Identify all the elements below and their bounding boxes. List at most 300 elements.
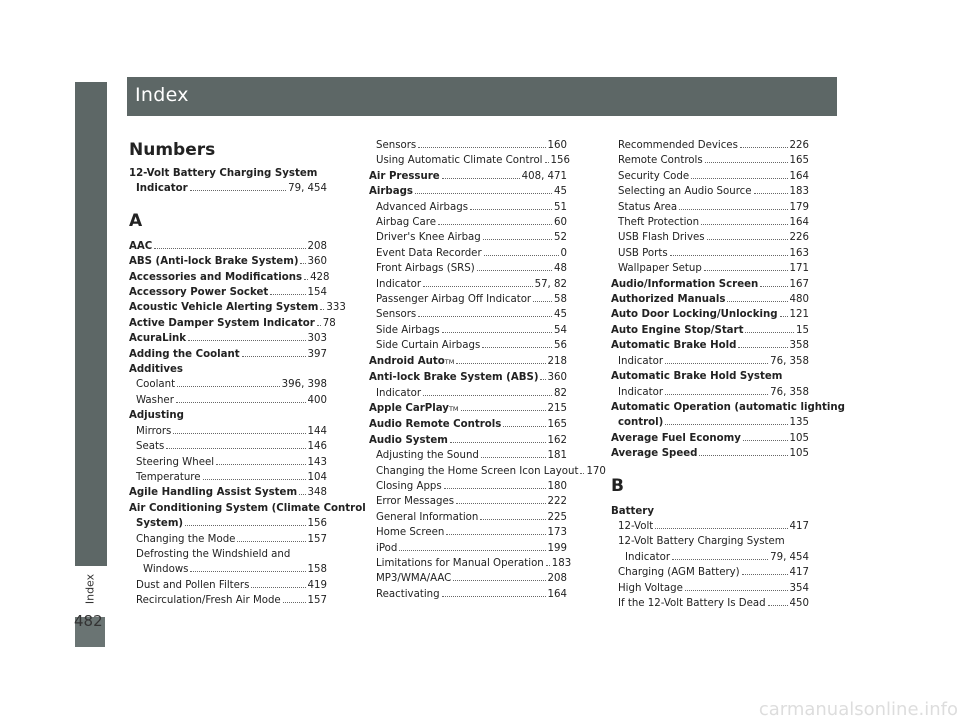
index-entry[interactable]	[369, 354, 567, 370]
leader-dots	[540, 371, 545, 380]
leader-dots	[188, 333, 305, 342]
entry-list	[611, 565, 809, 611]
index-entry[interactable]	[369, 417, 567, 432]
index-entry-label: iPod	[376, 542, 398, 554]
index-entry[interactable]	[611, 277, 809, 292]
index-entry-pages: 360	[547, 372, 567, 384]
leader-dots	[461, 402, 546, 411]
entry-list	[611, 431, 809, 462]
index-entry[interactable]	[129, 181, 327, 196]
index-entry[interactable]	[369, 433, 567, 448]
index-entry-label: Average Fuel Economy	[611, 432, 741, 444]
index-entry[interactable]	[129, 578, 327, 593]
index-entry-label: Airbags	[369, 186, 413, 198]
trademark-superscript: TM	[448, 404, 459, 413]
index-entry-pages: 183	[551, 557, 572, 569]
index-entry-label: Sensors	[376, 309, 417, 321]
index-entry[interactable]	[129, 393, 327, 408]
index-entry-pages: 82	[554, 387, 567, 399]
side-tab-label-box	[75, 564, 105, 614]
index-entry-label: Side Curtain Airbags	[376, 340, 481, 352]
index-entry[interactable]	[611, 169, 809, 184]
leader-dots	[418, 309, 552, 318]
index-entry-label: Average Speed	[611, 448, 698, 460]
index-entry-label: Seats	[136, 441, 165, 453]
leader-dots	[742, 567, 788, 576]
index-entry-pages: 105	[789, 432, 809, 444]
index-entry-pages: 208	[307, 240, 327, 252]
index-entry-label: Changing the Mode	[136, 533, 236, 545]
index-entry-label: Home Screen	[376, 527, 445, 539]
trademark-superscript: TM	[444, 357, 455, 366]
index-entry-label: Automatic Operation (automatic lighting	[611, 401, 845, 413]
index-entry[interactable]	[369, 200, 567, 215]
index-entry-label: Android Auto	[369, 355, 445, 367]
index-entry[interactable]	[369, 541, 567, 556]
index-entry[interactable]	[129, 485, 327, 500]
leader-dots	[438, 216, 552, 225]
leader-dots	[546, 557, 550, 566]
index-entry-pages: 199	[547, 542, 567, 554]
index-entry-label: Recommended Devices	[618, 140, 738, 151]
index-entry-label: Changing the Home Screen Icon Layout	[376, 465, 579, 477]
entry-list	[611, 138, 809, 400]
leader-dots	[760, 278, 787, 287]
leader-dots	[665, 386, 768, 395]
index-entry[interactable]	[611, 565, 809, 580]
index-entry-pages: 135	[789, 417, 809, 429]
index-entry[interactable]	[369, 261, 567, 276]
index-entry[interactable]	[129, 424, 327, 439]
index-entry-label: Acoustic Vehicle Alerting System	[129, 302, 319, 314]
index-entry-pages: 450	[789, 597, 809, 609]
index-entry[interactable]	[611, 138, 809, 153]
index-entry-label: Limitations for Manual Operation	[376, 557, 544, 569]
leader-dots	[270, 286, 305, 295]
index-entry[interactable]	[369, 230, 567, 245]
index-entry-pages: 158	[307, 564, 327, 576]
index-entry[interactable]	[369, 587, 567, 602]
index-entry[interactable]	[129, 300, 346, 315]
index-entry[interactable]	[129, 532, 327, 547]
leader-dots	[251, 579, 305, 588]
index-entry[interactable]	[611, 369, 809, 384]
leader-dots	[442, 170, 520, 179]
index-entry-label: Additives	[129, 364, 183, 376]
index-entry-pages: 163	[789, 247, 809, 259]
section-heading-a: A	[129, 210, 143, 231]
index-entry-label: Charging (AGM Battery)	[618, 567, 740, 579]
index-entry-label: Auto Engine Stop/Start	[611, 324, 744, 336]
index-entry-pages: 157	[307, 533, 327, 545]
index-entry-label: Coolant	[136, 379, 176, 391]
index-entry-label: Closing Apps	[376, 480, 442, 492]
index-entry-pages: 208	[547, 573, 567, 585]
index-entry-label: If the 12-Volt Battery Is Dead	[618, 597, 766, 609]
index-entry-pages: 215	[547, 402, 567, 414]
index-column-1	[129, 138, 366, 609]
index-entry-pages: 358	[789, 340, 809, 352]
index-entry-label: Agile Handling Assist System	[129, 487, 298, 499]
index-entry[interactable]	[611, 323, 809, 338]
index-entry[interactable]	[129, 593, 327, 608]
leader-dots	[483, 232, 552, 241]
index-entry[interactable]	[129, 347, 327, 362]
index-entry-label: Selecting an Audio Source	[618, 186, 752, 198]
entry-list	[129, 532, 327, 547]
leader-dots	[704, 263, 788, 272]
index-entry[interactable]	[369, 323, 567, 338]
index-entry[interactable]	[611, 519, 809, 534]
index-entry-pages: 45	[554, 186, 567, 198]
index-column-3	[611, 138, 845, 611]
leader-dots	[450, 434, 546, 443]
index-entry[interactable]	[369, 571, 567, 586]
index-entry-label: Defrosting the Windshield and	[136, 548, 291, 560]
index-entry[interactable]	[369, 307, 567, 322]
index-entry-label: Battery	[611, 505, 654, 517]
index-entry-pages: 104	[307, 471, 327, 483]
index-entry[interactable]	[611, 354, 809, 369]
index-entry-label: Indicator	[376, 278, 422, 290]
leader-dots	[482, 340, 552, 349]
index-entry[interactable]	[129, 239, 327, 254]
index-entry-label: 12-Volt Battery Charging System	[618, 536, 785, 548]
index-column-2	[369, 138, 606, 602]
index-entry-pages: 143	[307, 456, 327, 468]
index-entry-pages: 428	[310, 271, 330, 283]
index-entry-label: Audio System	[369, 434, 448, 446]
index-entry-label: Indicator	[618, 355, 664, 367]
index-entry[interactable]	[611, 184, 809, 199]
leader-dots	[185, 517, 305, 526]
index-entry-pages: 419	[307, 579, 327, 591]
watermark: carmanualsonline.info	[758, 699, 958, 720]
leader-dots	[237, 533, 305, 542]
index-entry-pages: 218	[547, 355, 567, 367]
leader-dots	[545, 155, 549, 164]
leader-dots	[699, 447, 787, 456]
index-entry-pages: 45	[554, 309, 567, 321]
index-entry[interactable]	[611, 504, 809, 519]
leader-dots	[672, 551, 768, 560]
leader-dots	[655, 520, 787, 529]
leader-dots	[216, 456, 305, 465]
leader-dots	[176, 394, 306, 403]
page-number: 482	[74, 612, 103, 630]
index-entry[interactable]	[611, 246, 809, 261]
index-entry-pages: 78	[322, 317, 336, 329]
index-entry[interactable]	[611, 415, 809, 430]
leader-dots	[423, 278, 533, 287]
index-entry[interactable]	[369, 277, 567, 292]
index-entry-pages: 354	[789, 582, 809, 594]
leader-dots	[415, 186, 552, 195]
leader-dots	[299, 487, 305, 496]
leader-dots	[707, 232, 788, 241]
index-entry-pages: 156	[550, 155, 570, 167]
index-entry[interactable]	[611, 215, 809, 230]
index-entry[interactable]	[129, 331, 327, 346]
index-entry[interactable]	[129, 362, 327, 377]
index-entry-pages: 156	[307, 518, 327, 530]
entry-list	[129, 239, 346, 501]
index-entry-label: Using Automatic Climate Control	[376, 155, 543, 167]
index-entry-label: Windows	[143, 564, 189, 576]
index-entry[interactable]	[611, 292, 809, 307]
index-entry[interactable]	[611, 307, 809, 322]
index-entry-pages: 417	[789, 567, 809, 579]
index-entry-label: Audio Remote Controls	[369, 419, 502, 431]
index-entry[interactable]	[369, 448, 567, 463]
index-entry-label: Side Airbags	[376, 324, 440, 336]
index-entry-label: Theft Protection	[618, 217, 700, 229]
index-entry[interactable]	[129, 470, 327, 485]
leader-dots	[456, 496, 546, 505]
index-entry-pages: 183	[789, 186, 809, 198]
index-entry-label: Mirrors	[136, 425, 172, 437]
index-entry-pages: 76, 358	[770, 386, 809, 398]
leader-dots	[203, 471, 306, 480]
index-entry[interactable]	[611, 534, 809, 549]
index-entry-pages: 164	[789, 217, 809, 229]
index-entry-label: Indicator	[618, 386, 664, 398]
index-entry[interactable]	[129, 270, 330, 285]
index-entry-pages: 51	[554, 201, 567, 213]
index-entry-label: Auto Door Locking/Unlocking	[611, 309, 778, 321]
index-entry-pages: 162	[547, 434, 567, 446]
index-entry-label: Sensors	[376, 140, 417, 151]
index-entry-label: Reactivating	[376, 588, 440, 600]
index-entry-label: Washer	[136, 394, 174, 406]
leader-dots	[304, 271, 308, 280]
index-entry-label: Event Data Recorder	[376, 247, 482, 259]
index-entry-pages: 397	[307, 348, 327, 360]
index-entry[interactable]	[369, 338, 567, 353]
index-entry-pages: 164	[789, 170, 809, 182]
leader-dots	[470, 201, 552, 210]
index-entry[interactable]	[369, 494, 567, 509]
index-entry-pages: 57, 82	[534, 278, 567, 290]
index-entry[interactable]	[129, 316, 336, 331]
section-heading-numbers: Numbers	[129, 140, 216, 160]
index-entry-pages: 171	[789, 263, 809, 275]
index-entry-label: General Information	[376, 511, 479, 523]
leader-dots	[177, 379, 280, 388]
index-entry-label: Air Pressure	[369, 170, 440, 182]
leader-dots	[768, 597, 788, 606]
index-entry[interactable]	[369, 246, 567, 261]
index-entry[interactable]	[611, 581, 809, 596]
index-entry-pages: 408, 471	[521, 170, 567, 182]
index-entry[interactable]	[369, 464, 606, 479]
index-entry-pages: 0	[560, 247, 567, 259]
index-entry-label: Anti-lock Brake System (ABS)	[369, 372, 539, 384]
index-entry-label: System)	[136, 518, 184, 530]
index-entry-pages: 79, 454	[770, 551, 809, 563]
index-entry-pages: 480	[789, 294, 809, 306]
index-entry[interactable]	[129, 455, 327, 470]
index-entry-pages: 179	[789, 201, 809, 213]
index-entry[interactable]	[369, 510, 567, 525]
index-entry-pages: 400	[307, 394, 327, 406]
index-entry[interactable]	[611, 338, 809, 353]
index-entry-pages: 165	[547, 419, 567, 431]
index-entry[interactable]	[369, 292, 567, 307]
index-entry-label: Indicator	[136, 183, 188, 195]
leader-dots	[727, 293, 787, 302]
index-entry-label: Adding the Coolant	[129, 348, 240, 360]
index-entry-pages: 164	[547, 588, 567, 600]
leader-dots	[283, 595, 306, 604]
index-entry-pages: 226	[789, 232, 809, 244]
index-entry[interactable]	[611, 446, 809, 461]
index-entry[interactable]	[369, 138, 567, 153]
index-entry-label: Advanced Airbags	[376, 201, 469, 213]
index-entry[interactable]	[369, 169, 567, 184]
index-entry-pages: 56	[554, 340, 567, 352]
index-entry[interactable]	[369, 370, 567, 385]
index-entry-label: Remote Controls	[618, 155, 703, 167]
index-entry-label: Adjusting the Sound	[376, 450, 479, 462]
index-entry-label: AcuraLink	[129, 333, 187, 345]
leader-dots	[743, 432, 788, 441]
index-entry-label: USB Ports	[618, 247, 668, 259]
leader-dots	[685, 582, 788, 591]
index-entry[interactable]	[129, 254, 327, 269]
leader-dots	[300, 256, 305, 265]
index-entry-label: Active Damper System Indicator	[129, 317, 315, 329]
leader-dots	[665, 355, 768, 364]
index-entry-label: USB Flash Drives	[618, 232, 705, 244]
leader-dots	[580, 465, 584, 474]
leader-dots	[701, 216, 787, 225]
index-entry[interactable]	[369, 386, 567, 401]
index-entry-pages: 58	[554, 294, 567, 306]
index-entry-pages: 181	[547, 450, 567, 462]
leader-dots	[679, 201, 787, 210]
index-entry[interactable]	[611, 153, 809, 168]
leader-dots	[481, 449, 546, 458]
side-index-tab	[75, 82, 107, 605]
leader-dots	[691, 170, 787, 179]
index-entry-pages: 165	[789, 155, 809, 167]
index-entry-label: Indicator	[625, 551, 671, 563]
index-entry-pages: 79, 454	[288, 183, 327, 195]
index-entry[interactable]	[611, 261, 809, 276]
index-entry[interactable]	[129, 408, 327, 423]
leader-dots	[320, 302, 324, 311]
index-entry-pages: 60	[554, 217, 567, 229]
index-entry[interactable]	[129, 516, 327, 531]
index-entry-pages: 146	[307, 441, 327, 453]
index-entry-pages: 76, 358	[770, 355, 809, 367]
index-entry-label: MP3/WMA/AAC	[376, 573, 452, 585]
leader-dots	[173, 425, 305, 434]
index-entry-pages: 154	[307, 287, 327, 299]
leader-dots	[423, 387, 552, 396]
index-entry[interactable]	[611, 550, 809, 565]
index-entry-label: Security Code	[618, 170, 690, 182]
index-entry[interactable]	[611, 200, 809, 215]
index-entry-label: Recirculation/Fresh Air Mode	[136, 595, 281, 607]
index-entry[interactable]	[369, 479, 567, 494]
leader-dots	[453, 573, 545, 582]
index-entry[interactable]	[369, 215, 567, 230]
index-entry-pages: 105	[789, 448, 809, 460]
index-entry[interactable]	[129, 562, 327, 577]
index-entry[interactable]	[611, 596, 809, 611]
leader-dots	[190, 183, 286, 192]
leader-dots	[754, 186, 788, 195]
leader-dots	[484, 247, 559, 256]
leader-dots	[740, 139, 788, 148]
index-entry-label: Airbag Care	[376, 217, 436, 229]
leader-dots	[477, 263, 552, 272]
index-entry-pages: 222	[547, 496, 567, 508]
index-entry-pages: 348	[307, 487, 327, 499]
index-entry[interactable]	[611, 385, 809, 400]
index-entry-label: AAC	[129, 240, 153, 252]
index-entry-pages: 170	[586, 465, 606, 477]
index-entry-pages: 360	[307, 256, 327, 268]
index-entry[interactable]	[611, 431, 809, 446]
index-entry-label: Apple CarPlay	[369, 402, 449, 414]
leader-dots	[154, 240, 305, 249]
index-entry[interactable]	[369, 153, 570, 168]
leader-dots	[503, 419, 545, 428]
leader-dots	[670, 247, 788, 256]
index-entry[interactable]	[369, 184, 567, 199]
leader-dots	[399, 542, 545, 551]
index-entry-pages: 160	[547, 140, 567, 151]
index-entry-label: Accessories and Modifications	[129, 271, 303, 283]
index-entry-pages: 225	[547, 511, 567, 523]
leader-dots	[738, 340, 787, 349]
leader-dots	[446, 527, 545, 536]
index-entry[interactable]	[129, 285, 327, 300]
leader-dots	[480, 511, 545, 520]
leader-dots	[456, 355, 545, 364]
leader-dots	[665, 417, 787, 426]
index-entry-label: control)	[618, 417, 664, 429]
index-entry-label: Front Airbags (SRS)	[376, 263, 475, 275]
leader-dots	[166, 440, 305, 449]
index-entry-pages: 333	[326, 302, 346, 314]
index-entry-label: 12-Volt Battery Charging System	[129, 168, 318, 179]
leader-dots	[242, 348, 306, 357]
leader-dots	[418, 139, 545, 148]
index-entry-label: Audio/Information Screen	[611, 278, 759, 290]
leader-dots	[442, 324, 552, 333]
index-entry-label: 12-Volt	[618, 520, 654, 532]
index-entry-label: Driver's Knee Airbag	[376, 232, 481, 244]
leader-dots	[317, 317, 321, 326]
leader-dots	[444, 480, 546, 489]
index-entry[interactable]	[369, 401, 567, 417]
index-entry-label: Status Area	[618, 201, 678, 213]
index-entry[interactable]	[611, 230, 809, 245]
leader-dots	[780, 309, 788, 318]
index-entry-label: Authorized Manuals	[611, 294, 726, 306]
index-entry[interactable]	[369, 556, 572, 571]
index-entry-label: Automatic Brake Hold System	[611, 371, 783, 383]
index-entry[interactable]	[369, 525, 567, 540]
index-entry-pages: 48	[554, 263, 567, 275]
index-entry-pages: 144	[307, 425, 327, 437]
index-entry[interactable]	[129, 439, 327, 454]
index-entry[interactable]	[129, 377, 327, 392]
